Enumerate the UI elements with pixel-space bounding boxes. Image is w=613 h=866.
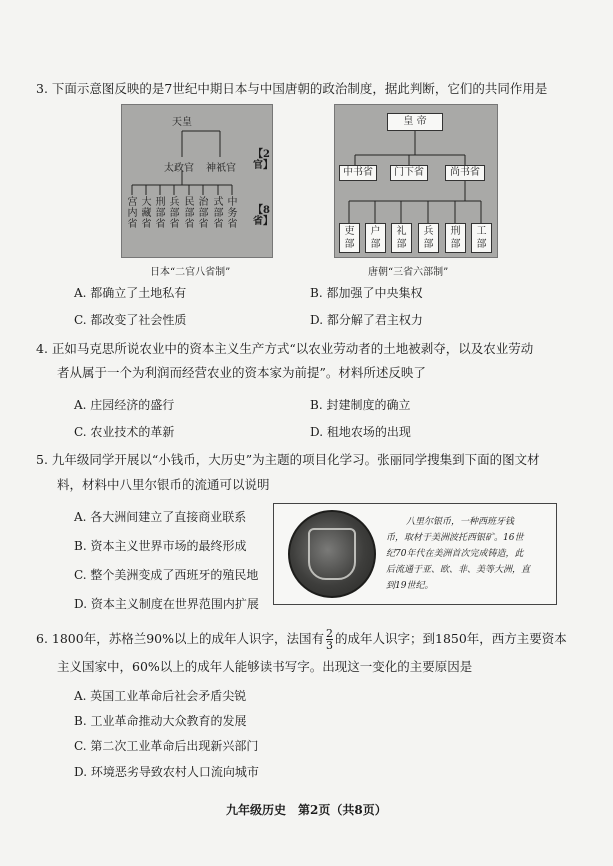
tang-sheng-box: 门下省: [390, 165, 428, 181]
japan-diagram-lines: [122, 105, 272, 257]
tang-emperor-box: 皇 帝: [387, 113, 443, 131]
tang-bu-box: 礼 部: [391, 223, 412, 253]
tang-bu-box: 户 部: [365, 223, 386, 253]
q6-stem-line2: 主义国家中，60%以上的成年人能够读书写字。出现这一变化的主要原因是: [57, 659, 473, 674]
tang-bu-box: 工 部: [471, 223, 492, 253]
material-text-line: 后流通于亚、欧、非、美等大洲，直: [386, 565, 531, 575]
material-text-line: 到19世纪。: [386, 581, 434, 591]
japan-ministry: 民部省: [184, 197, 195, 230]
tang-bu-box: 刑 部: [445, 223, 466, 253]
q5-option-d[interactable]: D. 资本主义制度在世界范围内扩展: [74, 597, 259, 611]
q5-stem-line1: 5. 九年级同学开展以“小钱币，大历史”为主题的项目化学习。张丽同学搜集到下面的图文材: [36, 452, 540, 467]
japan-jingikan: 神祇官: [206, 163, 236, 174]
q4-option-b[interactable]: B. 封建制度的确立: [310, 398, 411, 412]
q6-option-b[interactable]: B. 工业革命推动大众教育的发展: [74, 714, 247, 728]
q4-stem-line1: 4. 正如马克思所说农业中的资本主义生产方式“以农业劳动者的土地被剥夺，以及农业劳动: [36, 341, 534, 356]
tang-system-diagram: [334, 104, 498, 258]
tang-bu-box: 吏 部: [339, 223, 360, 253]
japan-ministry: 中务省: [227, 197, 238, 230]
q3-stem: 3. 下面示意图反映的是7世纪中期日本与中国唐朝的政治制度，据此判断，它们的共同作用是: [36, 81, 548, 96]
q5-option-b[interactable]: B. 资本主义世界市场的最终形成: [74, 539, 247, 553]
tang-caption: 唐朝“三省六部制”: [368, 267, 449, 278]
japan-ministry: 宫内省: [127, 197, 138, 230]
japan-emperor: 天皇: [172, 117, 192, 128]
q6-stem-part2: 的成年人识字；到1850年，西方主要资本: [335, 631, 567, 646]
fraction-denominator: 3: [326, 639, 333, 652]
page-footer: 九年级历史 第2页（共8页）: [226, 803, 387, 817]
silver-coin-material: [273, 503, 557, 605]
coin-shield-emblem: [308, 528, 356, 580]
japan-ministry: 治部省: [198, 197, 209, 230]
q6-stem-line1: [36, 628, 567, 651]
material-text-line: 八里尔银币，一种西班牙钱: [406, 517, 515, 527]
fraction-two-thirds: [326, 628, 333, 651]
tang-sheng-box: 尚书省: [445, 165, 485, 181]
tang-bu-box: 兵 部: [418, 223, 439, 253]
q6-option-a[interactable]: A. 英国工业革命后社会矛盾尖锐: [74, 689, 247, 703]
q3-option-a[interactable]: A. 都确立了土地私有: [74, 286, 187, 300]
q4-option-d[interactable]: D. 租地农场的出现: [310, 425, 411, 439]
japan-caption: 日本“二官八省制”: [150, 267, 231, 278]
q3-option-b[interactable]: B. 都加强了中央集权: [310, 286, 423, 300]
japan-system-diagram: [121, 104, 273, 258]
q4-option-c[interactable]: C. 农业技术的革新: [74, 425, 175, 439]
eight-real-coin-image: [288, 510, 376, 598]
q3-option-d[interactable]: D. 都分解了君主权力: [310, 313, 423, 327]
tang-sheng-box: 中书省: [339, 165, 377, 181]
q6-stem-part1: 6. 1800年，苏格兰90%以上的成年人识字，法国有: [36, 631, 324, 646]
material-text-line: 币，取材于美洲波托西银矿。16世: [386, 533, 524, 543]
q5-option-a[interactable]: A. 各大洲间建立了直接商业联系: [74, 510, 247, 524]
q3-option-c[interactable]: C. 都改变了社会性质: [74, 313, 187, 327]
japan-ministry: 式部省: [213, 197, 224, 230]
japan-ministry: 大藏省: [141, 197, 152, 230]
japan-ministry: 刑部省: [155, 197, 166, 230]
japan-label-8-sho: 【8省】: [253, 205, 273, 227]
japan-daijokan: 太政官: [164, 163, 194, 174]
q4-option-a[interactable]: A. 庄园经济的盛行: [74, 398, 175, 412]
q4-stem-line2: 者从属于一个为利润而经营农业的资本家为前提”。材料所述反映了: [57, 365, 426, 380]
q6-option-c[interactable]: C. 第二次工业革命后出现新兴部门: [74, 739, 259, 753]
q5-stem-line2: 料，材料中八里尔银币的流通可以说明: [57, 477, 270, 492]
q6-option-d[interactable]: D. 环境恶劣导致农村人口流向城市: [74, 765, 259, 779]
japan-label-2-kan: 【2官】: [253, 149, 273, 171]
material-text-line: 纪70年代在美洲首次完成铸造，此: [386, 549, 524, 559]
q5-option-c[interactable]: C. 整个美洲变成了西班牙的殖民地: [74, 568, 259, 582]
japan-ministry: 兵部省: [169, 197, 180, 230]
fraction-numerator: 2: [326, 627, 333, 640]
